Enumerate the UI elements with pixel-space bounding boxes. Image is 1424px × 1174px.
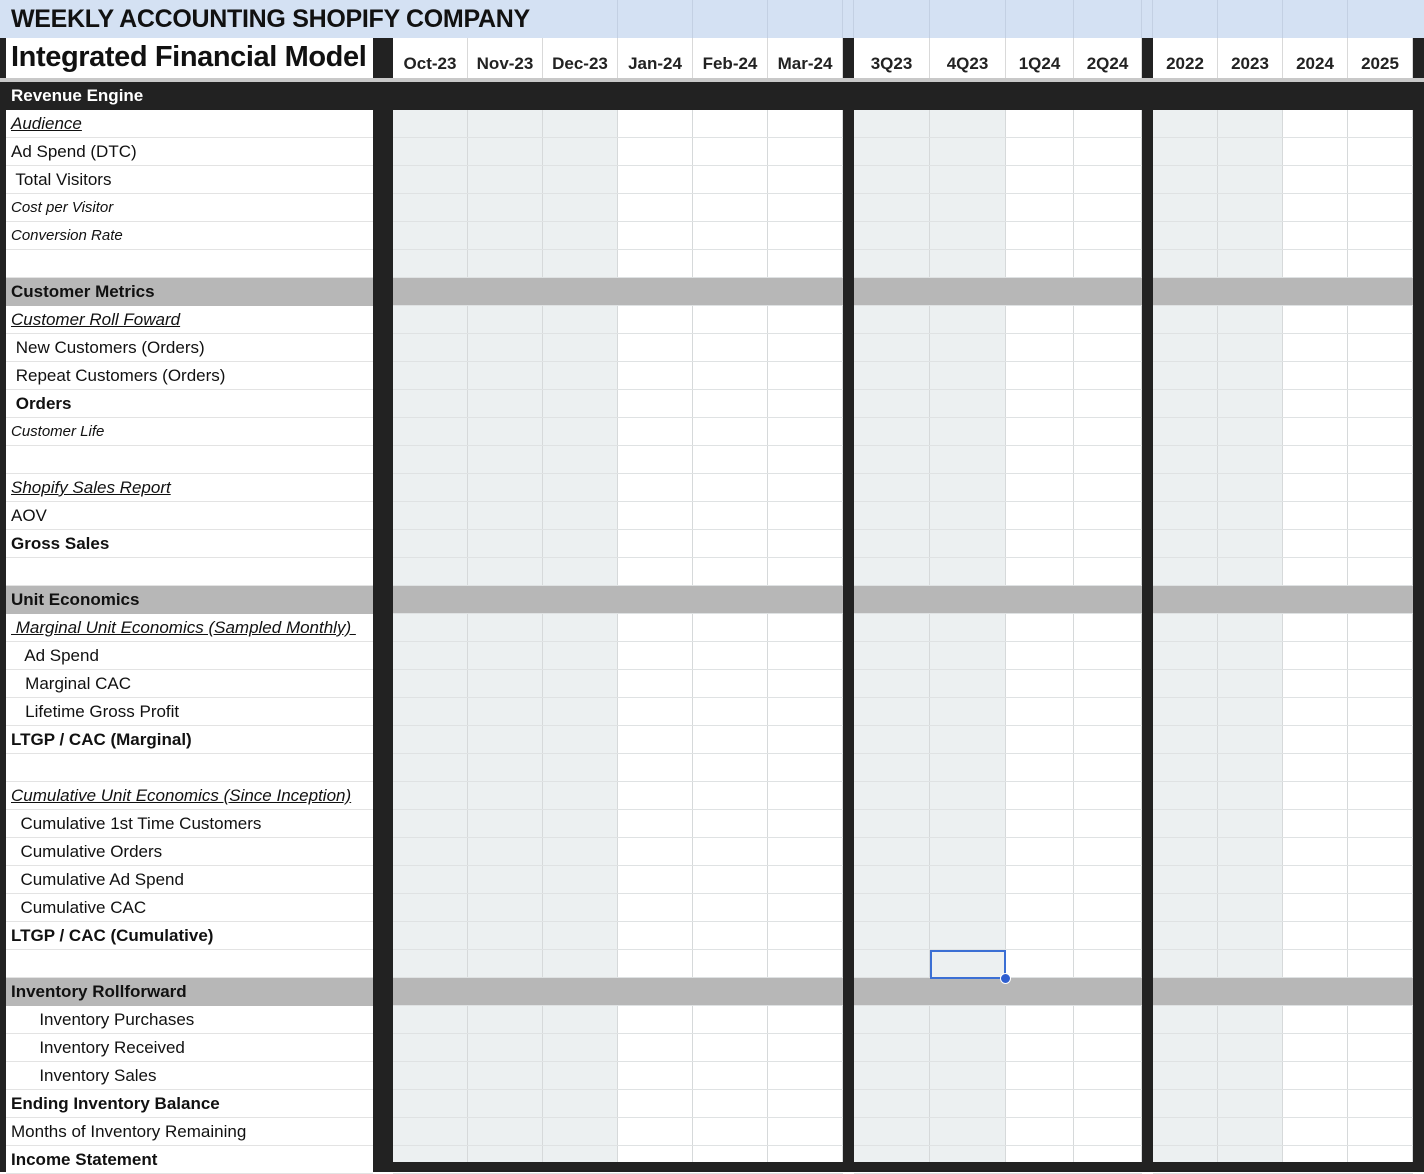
gridline: [393, 557, 843, 558]
gridline: [393, 921, 843, 922]
gridline: [1153, 1061, 1413, 1062]
gridline: [393, 165, 843, 166]
gridline: [1153, 417, 1413, 418]
row-label[interactable]: New Customers (Orders): [6, 334, 373, 362]
row-label[interactable]: [6, 558, 373, 586]
gridline: [393, 389, 843, 390]
row-label[interactable]: Ad Spend (DTC): [6, 138, 373, 166]
gridline: [1153, 137, 1413, 138]
row-label[interactable]: LTGP / CAC (Cumulative): [6, 922, 373, 950]
period-header[interactable]: Jan-24: [618, 38, 693, 78]
gridline: [393, 893, 843, 894]
gridline: [854, 753, 1142, 754]
gridline: [854, 669, 1142, 670]
gridline: [393, 641, 843, 642]
sheet-title: WEEKLY ACCOUNTING SHOPIFY COMPANY: [11, 5, 530, 33]
gridline: [1217, 0, 1218, 38]
row-label[interactable]: Inventory Received: [6, 1034, 373, 1062]
gridline: [1153, 389, 1413, 390]
gridline: [854, 501, 1142, 502]
gridline: [393, 753, 843, 754]
section-header[interactable]: Customer Metrics: [6, 278, 373, 306]
period-header[interactable]: 2Q24: [1074, 38, 1142, 78]
row-label[interactable]: Cumulative Orders: [6, 838, 373, 866]
row-label[interactable]: Inventory Sales: [6, 1062, 373, 1090]
gridline: [393, 949, 843, 950]
gridline: [1153, 781, 1413, 782]
period-header[interactable]: 1Q24: [1006, 38, 1074, 78]
gridline: [854, 333, 1142, 334]
gridline: [1282, 0, 1283, 38]
section-band: [1153, 978, 1413, 1006]
gridline: [1153, 361, 1413, 362]
row-label[interactable]: Marginal CAC: [6, 670, 373, 698]
gridline: [393, 865, 843, 866]
gridline: [854, 613, 1142, 614]
section-band: [1153, 586, 1413, 614]
row-label[interactable]: Total Visitors: [6, 166, 373, 194]
row-label[interactable]: Shopify Sales Report: [6, 474, 373, 502]
row-label[interactable]: Months of Inventory Remaining: [6, 1118, 373, 1146]
gridline: [854, 725, 1142, 726]
gridline: [842, 0, 843, 38]
gridline: [854, 641, 1142, 642]
gridline: [1153, 445, 1413, 446]
gridline: [854, 1089, 1142, 1090]
gridline: [929, 0, 930, 38]
frame-separator-labels: [373, 38, 393, 1172]
gridline: [854, 1117, 1142, 1118]
gridline: [854, 529, 1142, 530]
row-label[interactable]: [6, 250, 373, 278]
gridline: [1153, 809, 1413, 810]
gridline: [1153, 1145, 1413, 1146]
gridline: [393, 529, 843, 530]
gridline: [854, 1061, 1142, 1062]
gridline: [854, 249, 1142, 250]
gridline: [854, 445, 1142, 446]
gridline: [1153, 501, 1413, 502]
section-band: [854, 278, 1142, 306]
gridline: [854, 137, 1142, 138]
gridline: [1153, 865, 1413, 866]
gridline: [393, 1145, 843, 1146]
gridline: [393, 1005, 843, 1006]
row-label[interactable]: Lifetime Gross Profit: [6, 698, 373, 726]
row-label[interactable]: Cumulative CAC: [6, 894, 373, 922]
gridline: [1153, 193, 1413, 194]
gridline: [1153, 697, 1413, 698]
section-band: [854, 978, 1142, 1006]
gridline: [393, 837, 843, 838]
gridline: [393, 445, 843, 446]
row-label[interactable]: [6, 950, 373, 978]
gridline: [1153, 305, 1413, 306]
gridline: [854, 893, 1142, 894]
gridline: [854, 1145, 1142, 1146]
gridline: [854, 781, 1142, 782]
gridline: [1153, 921, 1413, 922]
gridline: [853, 0, 854, 38]
gridline: [393, 613, 843, 614]
row-label[interactable]: Conversion Rate: [6, 222, 373, 250]
row-label[interactable]: Orders: [6, 390, 373, 418]
period-header[interactable]: 2025: [1348, 38, 1413, 78]
row-label[interactable]: Cumulative 1st Time Customers: [6, 810, 373, 838]
gridline: [393, 333, 843, 334]
period-header[interactable]: Dec-23: [543, 38, 618, 78]
section-band: [854, 586, 1142, 614]
gridline: [1153, 333, 1413, 334]
gridline: [854, 865, 1142, 866]
gridline: [1153, 949, 1413, 950]
fill-handle[interactable]: [1000, 973, 1011, 984]
gridline: [1153, 837, 1413, 838]
gridline: [854, 473, 1142, 474]
row-label[interactable]: Cumulative Ad Spend: [6, 866, 373, 894]
gridline: [854, 389, 1142, 390]
row-label[interactable]: LTGP / CAC (Marginal): [6, 726, 373, 754]
row-label[interactable]: AOV: [6, 502, 373, 530]
section-band: [1153, 278, 1413, 306]
gridline: [854, 305, 1142, 306]
gridline: [854, 697, 1142, 698]
row-label[interactable]: Ending Inventory Balance: [6, 1090, 373, 1118]
gridline: [1073, 0, 1074, 38]
row-label[interactable]: Customer Roll Foward: [6, 306, 373, 334]
section-band: [393, 278, 843, 306]
gridline: [393, 221, 843, 222]
period-header[interactable]: 2023: [1218, 38, 1283, 78]
gridline: [393, 669, 843, 670]
gridline: [854, 921, 1142, 922]
gridline: [393, 305, 843, 306]
gridline: [393, 249, 843, 250]
row-label[interactable]: Marginal Unit Economics (Sampled Monthly): [6, 614, 373, 642]
period-header[interactable]: 2022: [1153, 38, 1218, 78]
gridline: [393, 193, 843, 194]
gridline: [393, 809, 843, 810]
gridline: [393, 1089, 843, 1090]
gridline: [1153, 1033, 1413, 1034]
frame-right: [1413, 38, 1424, 1172]
gridline: [1153, 613, 1413, 614]
period-header[interactable]: 3Q23: [854, 38, 930, 78]
row-label[interactable]: Income Statement: [6, 1146, 373, 1174]
gridline: [1005, 0, 1006, 38]
gridline: [854, 1005, 1142, 1006]
row-label[interactable]: [6, 754, 373, 782]
gridline: [854, 557, 1142, 558]
gridline: [1153, 1089, 1413, 1090]
gridline: [1153, 473, 1413, 474]
section-band: [393, 978, 843, 1006]
gridline: [854, 165, 1142, 166]
period-header[interactable]: Nov-23: [468, 38, 543, 78]
gridline: [1153, 669, 1413, 670]
section-header[interactable]: Inventory Rollforward: [6, 978, 373, 1006]
gridline: [1153, 221, 1413, 222]
gridline: [393, 1061, 843, 1062]
gridline: [1153, 725, 1413, 726]
gridline: [617, 0, 618, 38]
gridline: [854, 193, 1142, 194]
gridline: [854, 417, 1142, 418]
gridline: [393, 697, 843, 698]
gridline: [1141, 0, 1142, 38]
gridline: [393, 501, 843, 502]
period-header[interactable]: 4Q23: [930, 38, 1006, 78]
row-label[interactable]: Repeat Customers (Orders): [6, 362, 373, 390]
model-subtitle: Integrated Financial Model: [11, 41, 367, 73]
gridline: [1153, 165, 1413, 166]
gridline: [854, 221, 1142, 222]
row-label[interactable]: Cost per Visitor: [6, 194, 373, 222]
gridline: [767, 0, 768, 38]
gridline: [393, 725, 843, 726]
gridline: [854, 1033, 1142, 1034]
gridline: [1153, 529, 1413, 530]
row-label[interactable]: Cumulative Unit Economics (Since Inception): [6, 782, 373, 810]
gridline: [1153, 249, 1413, 250]
row-label[interactable]: Ad Spend: [6, 642, 373, 670]
period-header[interactable]: Feb-24: [693, 38, 768, 78]
period-header[interactable]: 2024: [1283, 38, 1348, 78]
period-header[interactable]: Mar-24: [768, 38, 843, 78]
gridline: [1153, 641, 1413, 642]
gridline: [692, 0, 693, 38]
row-label[interactable]: Inventory Purchases: [6, 1006, 373, 1034]
period-header[interactable]: Oct-23: [393, 38, 468, 78]
selected-cell[interactable]: [930, 950, 1006, 979]
gridline: [393, 781, 843, 782]
row-label[interactable]: [6, 446, 373, 474]
gridline: [1153, 1005, 1413, 1006]
row-label[interactable]: Gross Sales: [6, 530, 373, 558]
section-header[interactable]: Revenue Engine: [6, 82, 373, 109]
frame-separator-monthly: [843, 38, 854, 1172]
gridline: [393, 473, 843, 474]
gridline: [854, 837, 1142, 838]
row-label[interactable]: Audience: [6, 110, 373, 138]
gridline: [1152, 0, 1153, 38]
gridline: [1153, 753, 1413, 754]
row-label[interactable]: Customer Life: [6, 418, 373, 446]
gridline: [393, 1033, 843, 1034]
gridline: [1153, 557, 1413, 558]
section-band: [393, 586, 843, 614]
gridline: [393, 1117, 843, 1118]
gridline: [1153, 893, 1413, 894]
gridline: [1153, 1117, 1413, 1118]
gridline: [854, 361, 1142, 362]
gridline: [393, 361, 843, 362]
section-header[interactable]: Unit Economics: [6, 586, 373, 614]
gridline: [393, 137, 843, 138]
gridline: [1347, 0, 1348, 38]
gridline: [854, 809, 1142, 810]
frame-separator-quarterly: [1142, 38, 1153, 1172]
gridline: [393, 417, 843, 418]
